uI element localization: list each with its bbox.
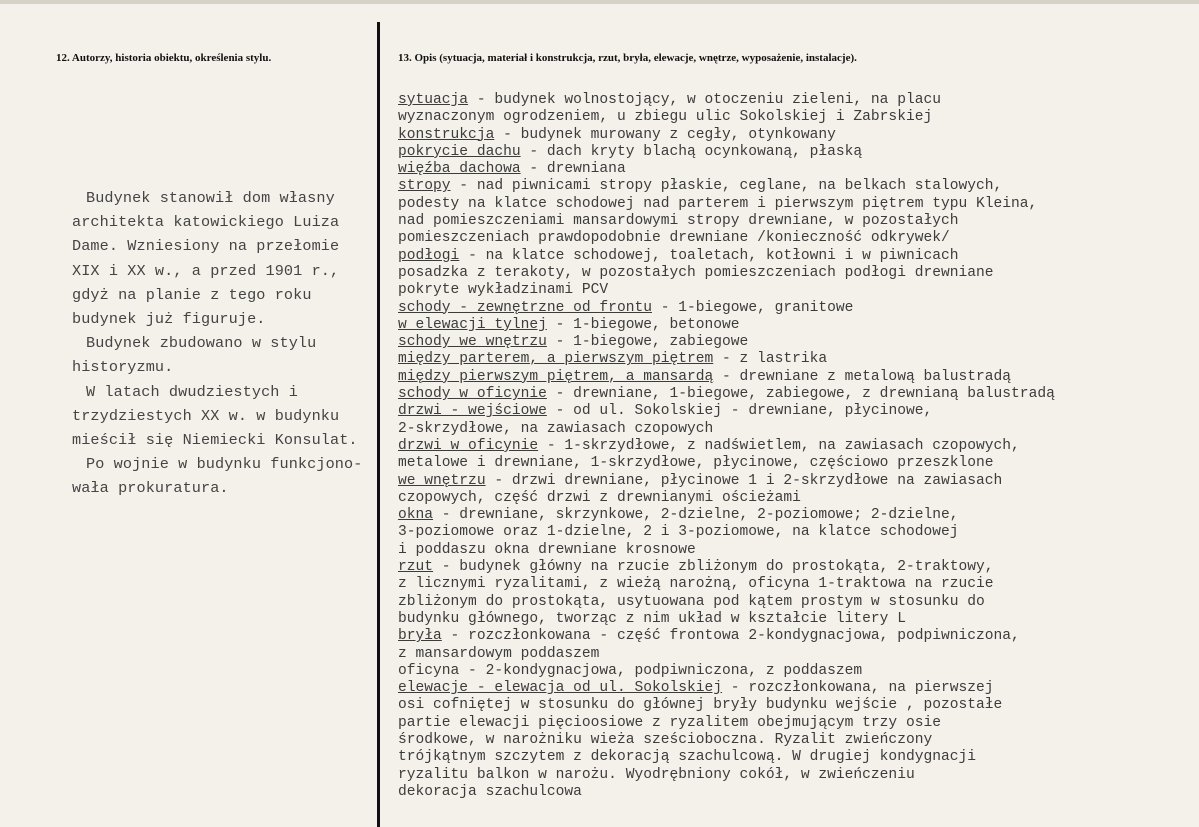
- description-line: [398, 749, 1188, 766]
- underlined-term: w elewacji tylnej: [398, 316, 547, 333]
- description-text-run: nad pomieszczeniami mansardowymi stropy drewniane, w pozostałych: [398, 213, 959, 230]
- text-line: Budynek stanowił dom własny: [86, 189, 335, 207]
- underlined-term: konstrukcja: [398, 126, 495, 143]
- history-paragraph-4: [72, 452, 372, 500]
- description-line: [398, 334, 1188, 351]
- description-line: [398, 282, 1188, 299]
- description-text-run: oficyna - 2-kondygnacjowa, podpiwniczona, z poddaszem: [398, 662, 863, 679]
- description-text-run: podesty na klatce schodowej nad parterem i pierwszym piętrem typu Kleina,: [398, 195, 1038, 212]
- description-line: [398, 109, 1188, 126]
- description-text-run: - drewniane z metalową balustradą: [713, 368, 1012, 385]
- description-line: [398, 127, 1188, 144]
- description-text-run: - od ul. Sokolskiej - drewniane, płycinowe,: [546, 403, 933, 420]
- description-text-run: - drewniane, skrzynkowe, 2-dzielne, 2-poziomowe; 2-dzielne,: [433, 507, 959, 524]
- description-text-run: - 1-biegowe, zabiegowe: [546, 334, 749, 351]
- description-text-run: 2-skrzydłowe, na zawiasach czopowych: [398, 420, 714, 437]
- description-text: [398, 92, 1188, 801]
- description-line: [398, 732, 1188, 749]
- description-line: [398, 317, 1188, 334]
- description-line: [398, 611, 1188, 628]
- description-line: [398, 421, 1188, 438]
- text-line: Dame. Wzniesiony na przełomie: [72, 237, 340, 256]
- description-text-run: pokryte wykładzinami PCV: [398, 282, 609, 299]
- description-line: [398, 230, 1188, 247]
- description-text-run: czopowych, część drzwi z drewnianymi ościeżami: [398, 489, 801, 506]
- section-heading-authors: 12. Autorzy, historia obiektu, określenia stylu.: [56, 52, 272, 64]
- text-line: gdyż na planie z tego roku: [72, 285, 312, 304]
- description-text-run: osi cofniętej w stosunku do głównej bryły budynku wejście , pozostałe: [398, 697, 1003, 714]
- description-line: [398, 767, 1188, 784]
- description-line: [398, 196, 1188, 213]
- description-line: [398, 524, 1188, 541]
- description-text-run: - budynek murowany z cegły, otynkowany: [494, 126, 836, 143]
- underlined-term: elewacje - elewacja od ul. Sokolskiej: [398, 680, 723, 697]
- text-line: XIX i XX w., a przed 1901 r.,: [72, 261, 340, 280]
- description-text-run: metalowe i drewniane, 1-skrzydłowe, płycinowe, częściowo przeszklone: [398, 455, 994, 472]
- description-text-run: i poddaszu okna drewniane krosnowe: [398, 541, 696, 558]
- underlined-term: we wnętrzu: [398, 472, 486, 489]
- history-paragraph-1: [72, 186, 372, 331]
- description-line: [398, 628, 1188, 645]
- description-line: [398, 351, 1188, 368]
- text-line: mieścił się Niemiecki Konsulat.: [72, 431, 358, 450]
- description-line: [398, 92, 1188, 109]
- description-text-run: partie elewacji pięcioosiowe z ryzalitem obejmującym trzy osie: [398, 714, 941, 731]
- description-line: [398, 455, 1188, 472]
- underlined-term: stropy: [398, 178, 451, 195]
- description-line: [398, 300, 1188, 317]
- underlined-term: więźba dachowa: [398, 161, 521, 178]
- underlined-term: pokrycie dachu: [398, 143, 521, 160]
- description-text-run: ryzalitu balkon w narożu. Wyodrębniony cokół, w zwieńczeniu: [398, 766, 915, 783]
- description-text-run: - rozczłonkowana - część frontowa 2-kondygnacjowa, podpiwniczona,: [441, 628, 1020, 645]
- description-text-run: - 1-biegowe, betonowe: [546, 316, 740, 333]
- description-text-run: z mansardowym poddaszem: [398, 645, 600, 662]
- underlined-term: schody w oficynie: [398, 386, 547, 403]
- description-line: [398, 386, 1188, 403]
- underlined-term: drzwi w oficynie: [398, 437, 539, 454]
- text-line: budynek już figuruje.: [72, 310, 266, 329]
- text-line: wała prokuratura.: [72, 479, 229, 498]
- underlined-term: między parterem, a pierwszym piętrem: [398, 351, 714, 368]
- description-text-run: 3-poziomowe oraz 1-dzielne, 2 i 3-poziomowe, na klatce schodowej: [398, 524, 959, 541]
- description-line: [398, 663, 1188, 680]
- description-line: [398, 559, 1188, 576]
- history-text: [72, 186, 372, 501]
- underlined-term: bryła: [398, 628, 442, 645]
- description-line: [398, 473, 1188, 490]
- description-line: [398, 248, 1188, 265]
- description-line: [398, 490, 1188, 507]
- text-line: Budynek zbudowano w stylu: [86, 334, 317, 353]
- description-line: [398, 680, 1188, 697]
- description-text-run: posadzka z terakoty, w pozostałych pomieszczeniach podłogi drewniane: [398, 264, 994, 281]
- description-text-run: pomieszczeniach prawdopodobnie drewniane /konieczność odkrywek/: [398, 230, 950, 247]
- column-divider: [377, 22, 380, 827]
- description-text-run: środkowe, w narożniku wieża sześcioboczna. Ryzalit zwieńczony: [398, 731, 933, 748]
- underlined-term: między pierwszym piętrem, a mansardą: [398, 368, 714, 385]
- description-line: [398, 646, 1188, 663]
- history-paragraph-2: [72, 331, 372, 379]
- description-text-run: z licznymi ryzalitami, z wieżą narożną, oficyna 1-traktowa na rzucie: [398, 576, 994, 593]
- description-text-run: - z lastrika: [713, 351, 828, 368]
- underlined-term: rzut: [398, 559, 434, 576]
- text-line: historyzmu.: [72, 358, 174, 377]
- underlined-term: okna: [398, 507, 434, 524]
- description-text-run: budynku głównego, tworząc z nim układ w kształcie litery L: [398, 610, 906, 627]
- description-text-run: - 1-skrzydłowe, z nadświetlem, na zawiasach czopowych,: [538, 437, 1020, 454]
- underlined-term: podłogi: [398, 247, 460, 264]
- description-text-run: wyznaczonym ogrodzeniem, u zbiegu ulic Sokolskiej i Zabrskiej: [398, 109, 933, 126]
- description-text-run: dekoracja szachulcowa: [398, 783, 582, 800]
- description-line: [398, 594, 1188, 611]
- description-line: [398, 542, 1188, 559]
- history-paragraph-3: [72, 380, 372, 453]
- description-text-run: - rozczłonkowana, na pierwszej: [722, 680, 994, 697]
- description-text-run: - drewniane, 1-biegowe, zabiegowe, z drewnianą balustradą: [546, 386, 1055, 403]
- description-line: [398, 576, 1188, 593]
- description-line: [398, 403, 1188, 420]
- text-line: W latach dwudziestych i: [86, 382, 298, 401]
- text-line: trzydziestych XX w. w budynku: [72, 406, 340, 425]
- description-line: [398, 213, 1188, 230]
- section-heading-description: 13. Opis (sytuacja, materiał i konstrukcja, rzut, bryła, elewacje, wnętrze, wyposażenie, instalacje).: [398, 52, 857, 64]
- description-text-run: trójkątnym szczytem z dekoracją szachulcową. W drugiej kondygnacji: [398, 749, 977, 766]
- description-text-run: - drzwi drewniane, płycinowe 1 i 2-skrzydłowe na zawiasach: [485, 472, 1003, 489]
- description-line: [398, 265, 1188, 282]
- underlined-term: schody - zewnętrzne od frontu: [398, 299, 652, 316]
- description-text-run: zbliżonym do prostokąta, usytuowana pod kątem prostym w stosunku do: [398, 593, 985, 610]
- page-top-edge: [0, 0, 1199, 4]
- description-line: [398, 784, 1188, 801]
- text-line: architekta katowickiego Luiza: [72, 213, 340, 232]
- description-text-run: - budynek wolnostojący, w otoczeniu zieleni, na placu: [468, 92, 941, 108]
- description-text-run: - na klatce schodowej, toaletach, kotłowni i w piwnicach: [459, 247, 959, 264]
- description-line: [398, 715, 1188, 732]
- description-text-run: - budynek główny na rzucie zbliżonym do prostokąta, 2-traktowy,: [433, 559, 994, 576]
- text-line: Po wojnie w budynku funkcjono-: [86, 455, 363, 474]
- description-text-run: - nad piwnicami stropy płaskie, ceglane, na belkach stalowych,: [450, 178, 1003, 195]
- underlined-term: sytuacja: [398, 92, 469, 108]
- description-line: [398, 178, 1188, 195]
- description-line: [398, 438, 1188, 455]
- underlined-term: schody we wnętrzu: [398, 334, 547, 351]
- underlined-term: drzwi - wejściowe: [398, 403, 547, 420]
- description-line: [398, 161, 1188, 178]
- description-line: [398, 144, 1188, 161]
- description-text-run: - drewniana: [520, 161, 626, 178]
- description-line: [398, 697, 1188, 714]
- description-line: [398, 369, 1188, 386]
- description-line: [398, 507, 1188, 524]
- description-text-run: - 1-biegowe, granitowe: [651, 299, 854, 316]
- description-text-run: - dach kryty blachą ocynkowaną, płaską: [520, 143, 863, 160]
